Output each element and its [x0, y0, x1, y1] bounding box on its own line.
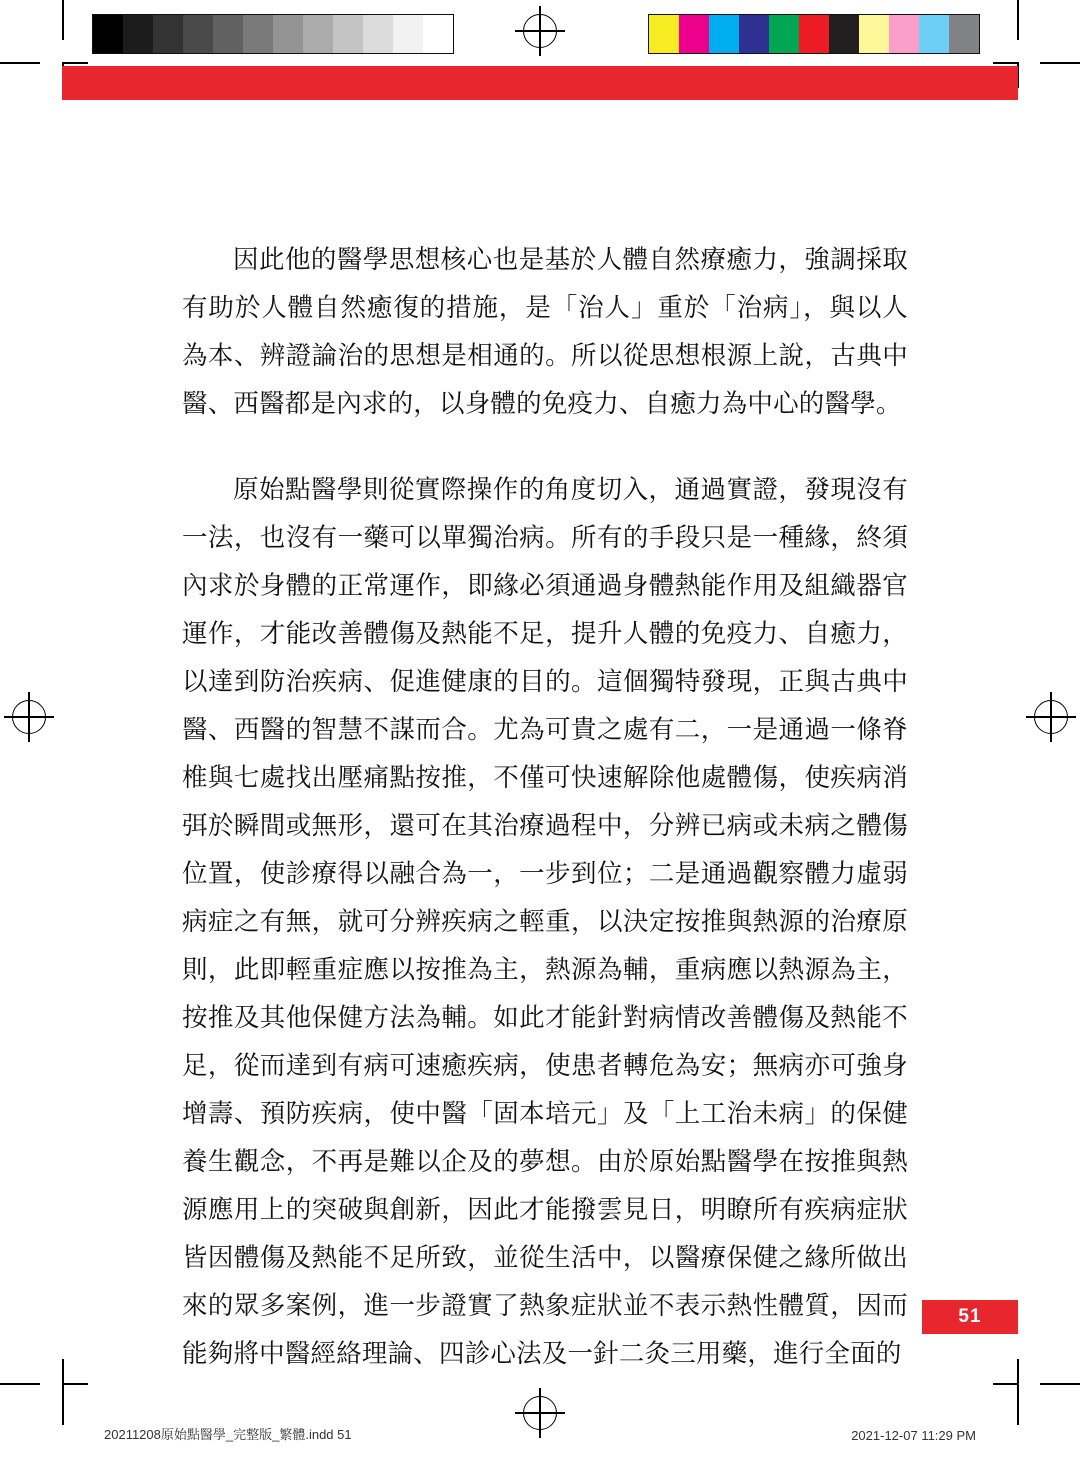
color-swatch [859, 15, 889, 53]
footer-timestamp-slug: 2021-12-07 11:29 PM [851, 1428, 976, 1443]
crop-mark-top-right-vertical [1017, 0, 1019, 40]
gray-swatch [123, 15, 153, 53]
color-swatch [649, 15, 679, 53]
paragraph-2: 原始點醫學則從實際操作的角度切入，通過實證，發現沒有一法，也沒有一藥可以單獨治病。所有的手段只是一種緣，終須內求於身體的正常運作，即緣必須通過身體熱能作用及組織器官運作，才能改善體傷及熱能不足，提升人體的免疫力、自癒力，以達到防治疾病、促進健康的目的。這個獨特發現，正與古典中醫、西醫的智慧不謀而合。尤為可貴之處有二，一是通過一條脊椎與七處找出壓痛點按推，不僅可快速解除他處體傷，使疾病消弭於瞬間或無形，還可在其治療過程中，分辨已病或未病之體傷位置，使診療得以融合為一，一步到位；二是通過觀察體力虛弱病症之有無，就可分辨疾病之輕重，以決定按推與熱源的治療原則，此即輕重症應以按推為主，熱源為輔，重病應以熱源為主，按推及其他保健方法為輔。如此才能針對病情改善體傷及熱能不足，從而達到有病可速癒疾病，使患者轉危為安；無病亦可強身增壽、預防疾病，使中醫「固本培元」及「上工治未病」的保健養生觀念，不再是難以企及的夢想。由於原始點醫學在按推與熱源應用上的突破與創新，因此才能撥雲見日，明瞭所有疾病症狀皆因體傷及熱能不足所致，並從生活中，以醫療保健之緣所做出來的眾多案例，進一步證實了熱象症狀並不表示熱性體質，因而能夠將中醫經絡理論、四診心法及一針二灸三用藥，進行全面的 [182, 475, 908, 1369]
gray-swatch [393, 15, 423, 53]
gray-swatch [153, 15, 183, 53]
color-swatch [919, 15, 949, 53]
registration-target-right [1034, 700, 1068, 734]
crop-mark-bottom-right-inner-vertical [1017, 1359, 1019, 1385]
gray-swatch [333, 15, 363, 53]
color-calibration-strip [648, 14, 980, 54]
color-swatch [889, 15, 919, 53]
color-swatch [799, 15, 829, 53]
gray-swatch [363, 15, 393, 53]
color-swatch [709, 15, 739, 53]
gray-swatch [423, 15, 453, 53]
crop-mark-bottom-right-inner [993, 1383, 1019, 1385]
crop-mark-top-left-horizontal [0, 62, 40, 64]
grayscale-calibration-strip [92, 14, 454, 54]
crop-mark-top-right-inner [993, 62, 1019, 64]
crop-mark-bottom-right-horizontal [1040, 1383, 1080, 1385]
crop-mark-bottom-left-inner-vertical [62, 1359, 64, 1385]
crop-mark-bottom-right-vertical [1017, 1385, 1019, 1425]
gray-swatch [303, 15, 333, 53]
page-body [182, 236, 908, 1416]
color-swatch [679, 15, 709, 53]
color-swatch [949, 15, 979, 53]
registration-target-top [523, 14, 557, 48]
color-swatch [829, 15, 859, 53]
crop-mark-top-left-inner [62, 62, 88, 64]
crop-mark-bottom-left-vertical [62, 1385, 64, 1425]
gray-swatch [273, 15, 303, 53]
gray-swatch [213, 15, 243, 53]
gray-swatch [243, 15, 273, 53]
crop-mark-top-right-horizontal [1040, 62, 1080, 64]
crop-mark-bottom-left-inner [62, 1383, 88, 1385]
paragraph-1: 因此他的醫學思想核心也是基於人體自然療癒力，強調採取有助於人體自然癒復的措施，是「治人」重於「治病」，與以人為本、辨證論治的思想是相通的。所以從思想根源上說，古典中醫、西醫都是內求的，以身體的免疫力、自癒力為中心的醫學。 [182, 245, 908, 419]
header-red-banner [62, 66, 1018, 100]
color-swatch [769, 15, 799, 53]
crop-mark-bottom-left-horizontal [0, 1383, 40, 1385]
gray-swatch [183, 15, 213, 53]
registration-target-left [12, 700, 46, 734]
page-number-tab: 51 [922, 1300, 1018, 1334]
color-swatch [739, 15, 769, 53]
footer-file-slug: 20211208原始點醫學_完整版_繁體.indd 51 [104, 1427, 352, 1442]
gray-swatch [93, 15, 123, 53]
crop-mark-top-left-vertical [62, 0, 64, 40]
